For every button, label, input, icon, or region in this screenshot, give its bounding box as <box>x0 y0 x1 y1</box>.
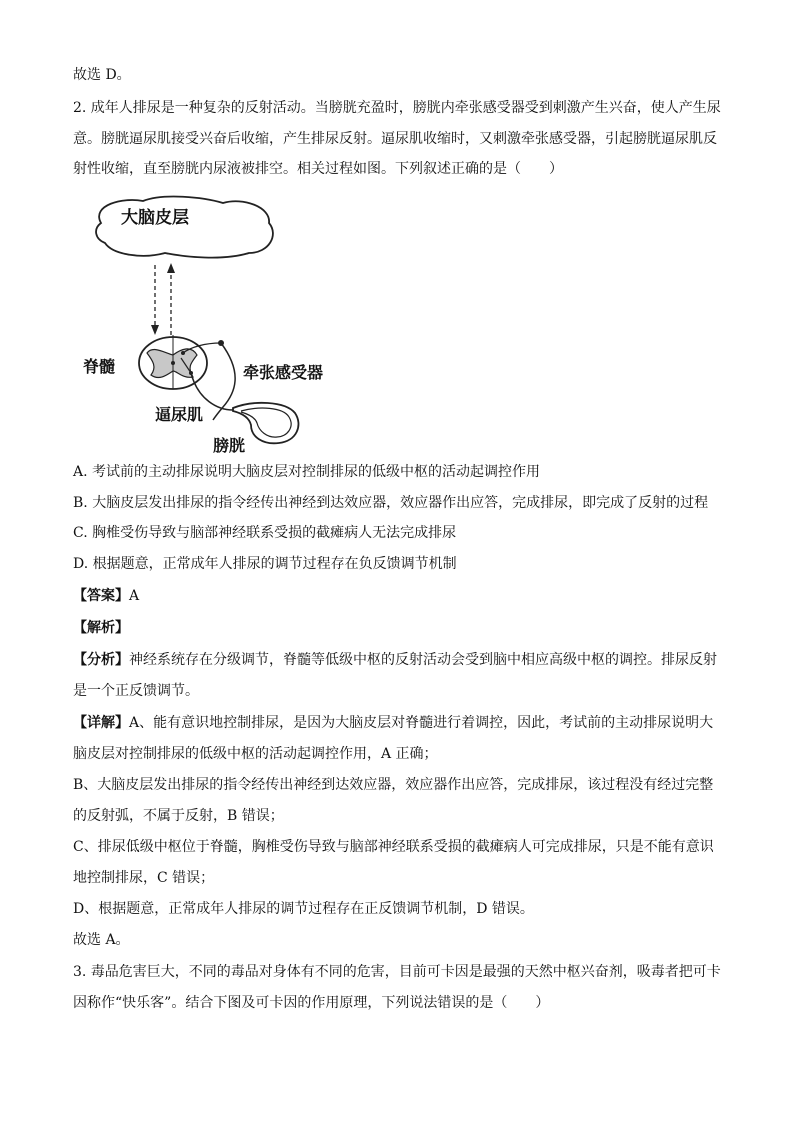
detail-line-4: 的反射弧，不属于反射，B 错误； <box>73 808 284 824</box>
q3-stem-line-2: 因称作“快乐客”。结合下图及可卡因的作用原理，下列说法错误的是（ ） <box>73 995 550 1011</box>
q3-stem-line-1: 3. 毒品危害巨大，不同的毒品对身体有不同的危害，目前可卡因是最强的天然中枢兴奋剂，吸毒者把可卡 <box>73 964 721 980</box>
q2-stem-line-1: 2. 成年人排尿是一种复杂的反射活动。当膀胱充盈时，膀胱内牵张感受器受到刺激产生兴奋，使人产生尿 <box>73 100 721 116</box>
ascending-arrowhead <box>167 263 175 273</box>
micturition-reflex-diagram <box>73 195 353 457</box>
q2-conclusion: 故选 A。 <box>73 932 130 948</box>
q2-stem-line-3: 射性收缩，直至膀胱内尿液被排空。相关过程如图。下列叙述正确的是（ ） <box>73 161 563 177</box>
q2-option-a: A. 考试前的主动排尿说明大脑皮层对控制排尿的低级中枢的活动起调控作用 <box>73 464 541 480</box>
label-spinal-cord: 脊髓 <box>83 357 116 376</box>
analysis-line-1 <box>73 650 723 670</box>
label-detrusor: 逼尿肌 <box>155 405 204 424</box>
label-cortex: 大脑皮层 <box>121 208 189 228</box>
q1-conclusion: 故选 D。 <box>73 67 131 83</box>
descending-arrowhead <box>151 325 159 335</box>
detail-line-3: B、大脑皮层发出排尿的指令经传出神经到达效应器，效应器作出应答，完成排尿，该过程没有经过完整 <box>73 777 714 793</box>
analysis-line-2: 是一个正反馈调节。 <box>73 683 199 699</box>
detail-text-1: A、能有意识地控制排尿，是因为大脑皮层对脊髓进行着调控，因此，考试前的主动排尿说明大 <box>129 715 714 731</box>
q2-option-b: B. 大脑皮层发出排尿的指令经传出神经到达效应器，效应器作出应答，完成排尿，即完成了反射的过程 <box>73 495 709 511</box>
detail-line-7: D、根据题意，正常成年人排尿的调节过程存在正反馈调节机制，D 错误。 <box>73 901 534 917</box>
answer-tag: 【答案】 <box>73 588 129 604</box>
bladder-inner <box>241 408 291 437</box>
q2-option-d: D. 根据题意，正常成年人排尿的调节过程存在负反馈调节机制 <box>73 556 457 572</box>
analysis-heading: 【解析】 <box>73 620 129 636</box>
detail-line-5: C、排尿低级中枢位于脊髓，胸椎受伤导致与脑部神经联系受损的截瘫病人可完成排尿，只是不能有意识 <box>73 839 714 855</box>
detail-line-1 <box>73 713 723 733</box>
label-bladder: 膀胱 <box>213 436 246 455</box>
synapse-node-1 <box>181 351 185 355</box>
answer-value: A <box>129 588 140 604</box>
q2-option-c: C. 胸椎受伤导致与脑部神经联系受损的截瘫病人无法完成排尿 <box>73 525 457 541</box>
detail-line-6: 地控制排尿，C 错误； <box>73 870 215 886</box>
q2-stem-line-2: 意。膀胱逼尿肌接受兴奋后收缩，产生排尿反射。逼尿肌收缩时，又刺激牵张感受器，引起膀胱逼尿肌反 <box>73 131 717 147</box>
q2-answer <box>73 586 723 606</box>
detail-tag: 【详解】 <box>73 715 129 731</box>
analysis-tag: 【分析】 <box>73 652 129 668</box>
label-stretch-receptor: 牵张感受器 <box>243 363 324 382</box>
detail-line-2: 脑皮层对控制排尿的低级中枢的活动起调控作用，A 正确； <box>73 746 438 762</box>
analysis-text-1: 神经系统存在分级调节，脊髓等低级中枢的反射活动会受到脑中相应高级中枢的调控。排尿反射 <box>129 652 717 668</box>
